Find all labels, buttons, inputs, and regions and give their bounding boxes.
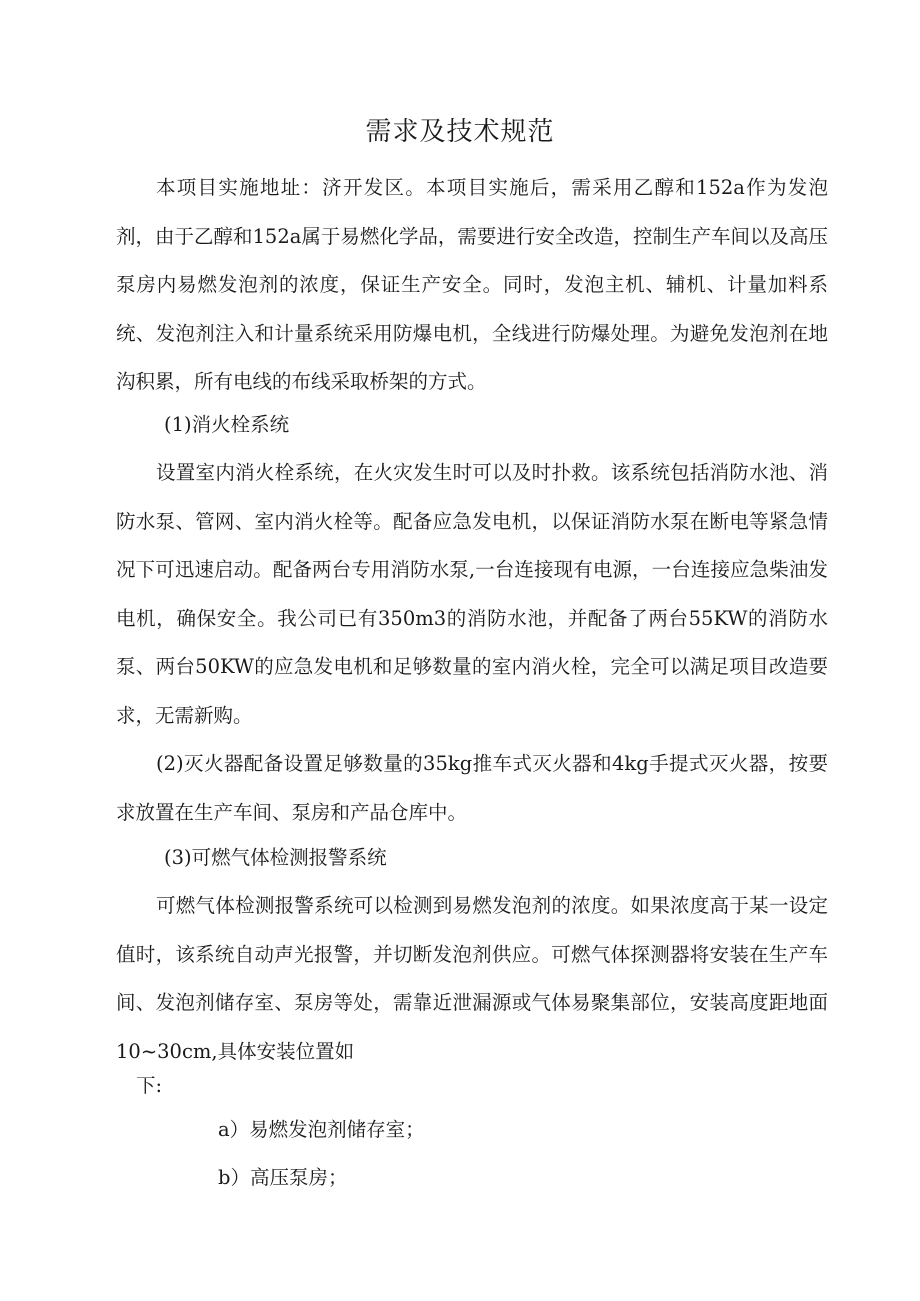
list-item-b: b）高压泵房； — [218, 1166, 348, 1189]
document-title: 需求及技术规范 — [365, 117, 555, 147]
section-1-heading: (1)消火栓系统 — [164, 413, 290, 436]
section-1-paragraph: 设置室内消火栓系统，在火灾发生时可以及时扑救。该系统包括消防水池、消防水泵、管网、室内消火栓等。配备应急发电机，以保证消防水泵在断电等紧急情况下可迅速启动。配备两台专用消防水泵,一台连接现有电源，一台连接应急柴油发电机，确保安全。我公司已有350m3的消防水池，并配备了两台55KW的消防水泵、两台50KW的应急发电机和足够数量的室内消火栓，完全可以满足项目改造要求，无需新购。 — [116, 461, 828, 727]
list-item-a: a）易燃发泡剂储存室； — [218, 1118, 425, 1141]
section-3-tail: 下: — [136, 1074, 163, 1097]
section-2-paragraph: (2)灭火器配备设置足够数量的35kg推车式灭火器和4kg手提式灭火器，按要求放置在生产车间、泵房和产品仓库中。 — [116, 752, 828, 824]
section-3-heading: (3)可燃气体检测报警系统 — [164, 846, 387, 869]
intro-paragraph: 本项目实施地址：济开发区。本项目实施后，需采用乙醇和152a作为发泡剂，由于乙醇和152a属于易燃化学品，需要进行安全改造，控制生产车间以及高压泵房内易燃发泡剂的浓度，保证生产安全。同时，发泡主机、辅机、计量加料系统、发泡剂注入和计量系统采用防爆电机，全线进行防爆处理。为避免发泡剂在地沟积累，所有电线的布线采取桥架的方式。 — [116, 176, 828, 393]
section-3-paragraph: 可燃气体检测报警系统可以检测到易燃发泡剂的浓度。如果浓度高于某一设定值时，该系统自动声光报警，并切断发泡剂供应。可燃气体探测器将安装在生产车间、发泡剂储存室、泵房等处，需靠近泄漏源或气体易聚集部位，安装高度距地面10~30cm,具体安装位置如 — [116, 894, 828, 1063]
